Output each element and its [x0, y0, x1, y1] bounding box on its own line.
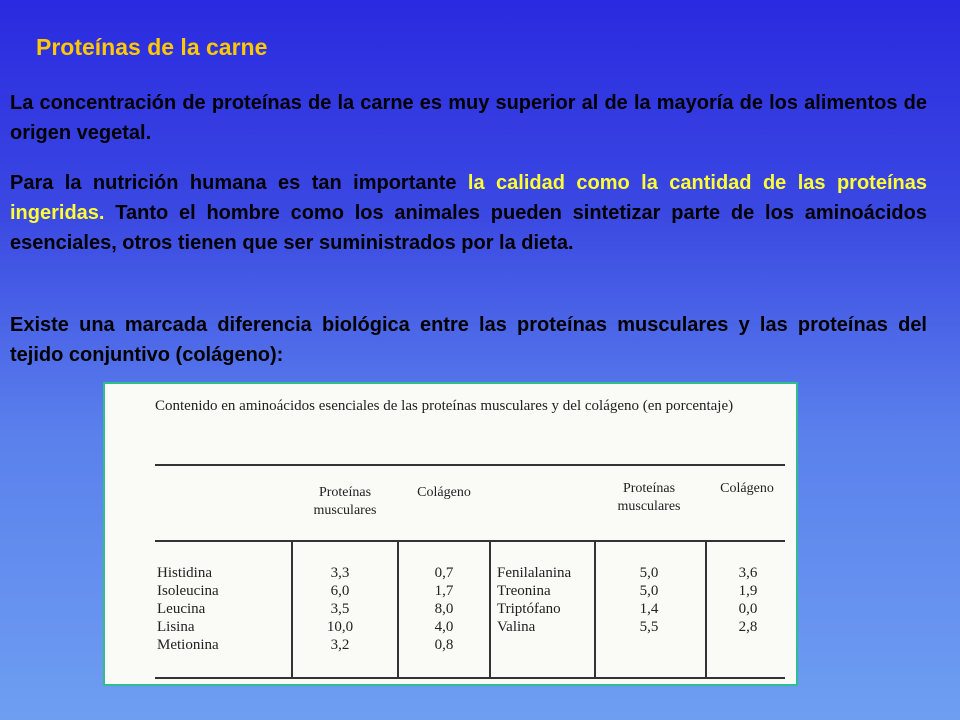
value-cell: 3,6 [738, 565, 758, 581]
amino-acid-name: Valina [497, 619, 536, 635]
amino-acid-name: Treonina [497, 583, 551, 599]
header-proteinas-right: Proteínas musculares [617, 481, 681, 514]
table-divider [397, 542, 399, 677]
amino-acid-name: Metionina [157, 637, 219, 653]
value-cell: 6,0 [330, 583, 350, 599]
amino-acid-name: Lisina [157, 619, 195, 635]
paragraph-text-start: Para la nutrición humana es tan importante [10, 172, 468, 194]
value-cell: 1,4 [639, 601, 659, 617]
value-cell: 0,8 [434, 637, 454, 653]
slide-title: Proteínas de la carne [36, 34, 268, 60]
amino-acid-name: Isoleucina [157, 583, 219, 599]
table-bottom-rule [155, 677, 785, 679]
value-cell: 3,2 [330, 637, 350, 653]
header-proteinas-left: Proteínas musculares [313, 485, 377, 518]
header-colageno-right: Colágeno [720, 481, 774, 496]
value-cell: 3,5 [330, 601, 350, 617]
amino-acid-name: Triptófano [497, 601, 561, 617]
value-cell: 1,7 [434, 583, 454, 599]
value-cell: 5,5 [639, 619, 659, 635]
paragraph-text-end: Tanto el hombre como los animales pueden sintetizar parte de los aminoácidos esenciales, otros tienen que ser suministrados por la dieta. [10, 202, 927, 254]
value-cell: 2,8 [738, 619, 758, 635]
left-names-column [157, 564, 287, 654]
amino-acid-table [103, 382, 798, 686]
value-cell: 8,0 [434, 601, 454, 617]
value-cell: 5,0 [639, 583, 659, 599]
value-cell: 10,0 [326, 619, 354, 635]
table-top-rule [155, 464, 785, 466]
amino-acid-name: Fenilalanina [497, 565, 572, 581]
table-divider [291, 542, 293, 677]
left-colageno-column [411, 564, 477, 654]
paragraph-biological-difference: Existe una marcada diferencia biológica entre las proteínas musculares y las proteínas del tejido conjuntivo (colágeno): [10, 314, 927, 366]
left-proteinas-column [305, 564, 375, 654]
amino-acid-name: Histidina [157, 565, 212, 581]
right-colageno-column [713, 564, 783, 636]
value-cell: 0,7 [434, 565, 454, 581]
value-cell: 3,3 [330, 565, 350, 581]
table-divider [705, 542, 707, 677]
paragraph-protein-concentration: La concentración de proteínas de la carne es muy superior al de la mayoría de los alimentos de origen vegetal. [10, 92, 927, 144]
table-divider [489, 542, 491, 677]
right-proteinas-column [610, 564, 688, 636]
value-cell: 4,0 [434, 619, 454, 635]
paragraph-nutrition-quality [10, 168, 927, 258]
table-header-rule [155, 540, 785, 542]
header-colageno-left: Colágeno [417, 485, 471, 500]
right-names-column [497, 564, 593, 636]
value-cell: 1,9 [738, 583, 758, 599]
value-cell: 0,0 [738, 601, 758, 617]
amino-acid-name: Leucina [157, 601, 206, 617]
table-caption: Contenido en aminoácidos esenciales de las proteínas musculares y del colágeno (en porcentaje) [155, 398, 734, 414]
highlighted-text: la calidad como la cantidad de las proteínas ingeridas. [10, 172, 927, 224]
table-divider [594, 542, 596, 677]
value-cell: 5,0 [639, 565, 659, 581]
